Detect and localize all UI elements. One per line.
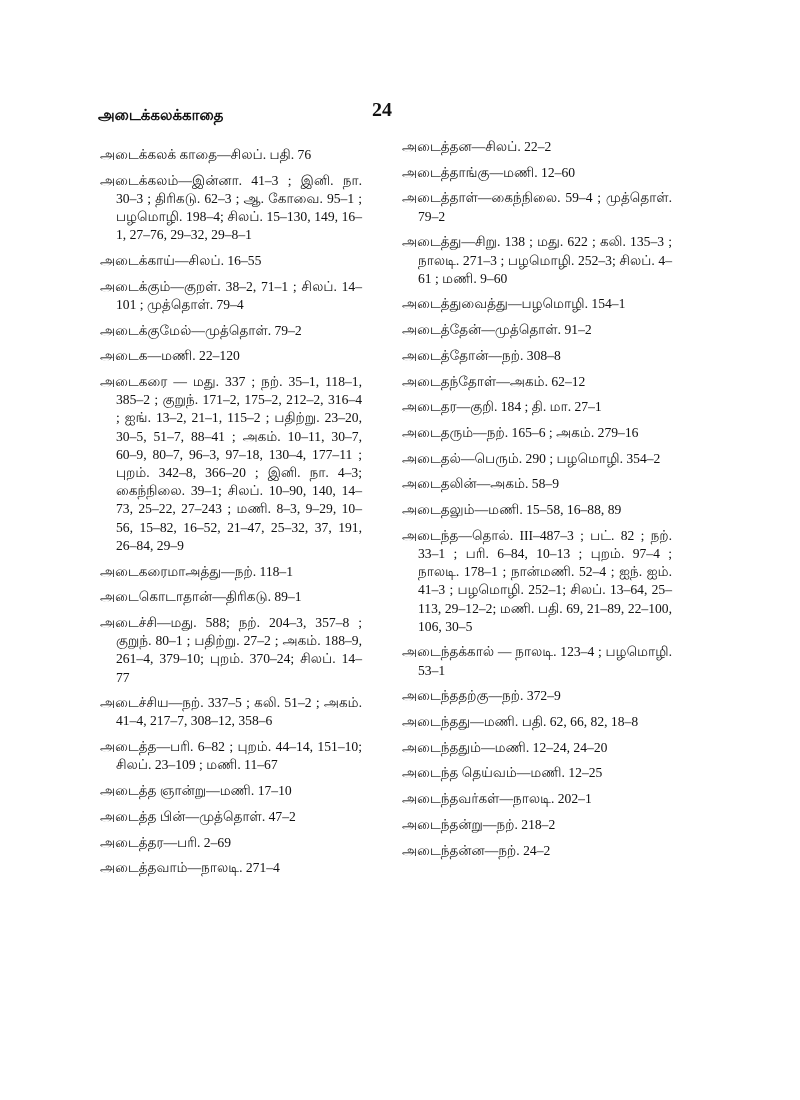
index-entry: அடைந்தன்ன—நற். 24–2 — [402, 842, 551, 858]
index-entry: அடைத்த ஞான்று—மணி. 17–10 — [100, 783, 292, 799]
index-entry: அடைகரைமாஅத்து—நற். 118–1 — [100, 563, 294, 579]
index-entry: அடைந்தன்று—நற். 218–2 — [402, 816, 556, 832]
right-column — [402, 138, 672, 867]
index-entry: அடைத்தேன்—முத்தொள். 91–2 — [402, 322, 592, 338]
running-head: அடைக்கலக்காதை — [98, 108, 224, 124]
index-entry: அடைந்தது—மணி. பதி. 62, 66, 82, 18–8 — [402, 714, 639, 730]
index-entry: அடைச்சி—மது. 588; நற். 204–3, 357–8 ; குறுந். 80–1 ; பதிற்று. 27–2 ; அகம். 188–9, 261–4, 379–10; புறம். 370–24; சிலப். 14–77 — [100, 614, 362, 685]
index-entry: அடைத்தர—பரி. 2–69 — [100, 834, 231, 850]
index-entry: அடைக்கலக் காதை—சிலப். பதி. 76 — [100, 147, 312, 162]
index-entry: அடைத்த—பரி. 6–82 ; புறம். 44–14, 151–10; சிலப். 23–109 ; மணி. 11–67 — [100, 739, 362, 773]
index-entry: அடைக்காய்—சிலப். 16–55 — [100, 253, 262, 269]
index-entry: அடைத்து—சிறு. 138 ; மது. 622 ; கலி. 135–3 ; நாலடி. 271–3 ; பழமொழி. 252–3; சிலப். 4–61 ; மணி. 9–60 — [402, 234, 672, 286]
index-entry: அடைத்தவாம்—நாலடி. 271–4 — [100, 860, 280, 876]
index-entry: அடைந்தக்கால் — நாலடி. 123–4 ; பழமொழி. 53–1 — [402, 644, 672, 678]
index-entry: அடைதந்தோள்—அகம். 62–12 — [402, 373, 586, 389]
index-entry: அடைதர—குறி. 184 ; தி. மா. 27–1 — [402, 399, 602, 415]
index-entry: அடைத்தோன்—நற். 308–8 — [402, 347, 561, 363]
index-entry: அடைந்ததற்கு—நற். 372–9 — [402, 688, 561, 704]
index-entry: அடைகொடாதான்—திரிகடு. 89–1 — [100, 589, 302, 605]
index-entry: அடைச்சிய—நற். 337–5 ; கலி. 51–2 ; அகம். 41–4, 217–7, 308–12, 358–6 — [100, 695, 362, 729]
index-entry: அடைதலும்—மணி. 15–58, 16–88, 89 — [402, 502, 622, 518]
index-entry: அடைந்தவர்கள்—நாலடி. 202–1 — [402, 791, 592, 807]
index-entry: அடைத்துவைத்து—பழமொழி. 154–1 — [402, 296, 626, 312]
index-entry: அடைக—மணி. 22–120 — [100, 348, 240, 364]
index-entry: அடைத்த பின்—முத்தொள். 47–2 — [100, 808, 296, 824]
index-entry: அடைந்ததும்—மணி. 12–24, 24–20 — [402, 739, 608, 755]
index-entry: அடைத்தாங்கு—மணி. 12–60 — [402, 164, 576, 180]
index-entry: அடைதல்—பெரும். 290 ; பழமொழி. 354–2 — [402, 450, 661, 466]
index-entry: அடைந்த தெய்வம்—மணி. 12–25 — [402, 765, 603, 781]
index-entry: அடைந்த—தொல். III–487–3 ; பட். 82 ; நற். 33–1 ; பரி. 6–84, 10–13 ; புறம். 97–4 ; நாலடி. 178–1 ; நான்மணி. 52–4 ; ஐந். ஐம். 41–3 ; பழமொழி. 252–1; சிலப். 13–64, 25–113, 29–12–2; மணி. பதி. 69, 21–89, 22–100, 106, 30–5 — [402, 527, 672, 634]
index-entry: அடைக்குமேல்—முத்தொள். 79–2 — [100, 322, 302, 338]
left-column — [100, 146, 362, 885]
index-entry: அடைத்தாள்—கைந்நிலை. 59–4 ; முத்தொள். 79–2 — [402, 190, 672, 224]
index-entry: அடைக்கலம்—இன்னா. 41–3 ; இனி. நா. 30–3 ; திரிகடு. 62–3 ; ஆ. கோவை. 95–1 ; பழமொழி. 198–4; சிலப். 15–130, 149, 16–1, 27–76, 29–32, 29–8–1 — [100, 172, 362, 243]
index-entry: அடைத்தன—சிலப். 22–2 — [402, 139, 552, 154]
page-number: 24 — [372, 99, 392, 121]
index-entry: அடைதரும்—நற். 165–6 ; அகம். 279–16 — [402, 424, 639, 440]
index-entry: அடைக்கும்—குறள். 38–2, 71–1 ; சிலப். 14–101 ; முத்தொள். 79–4 — [100, 278, 362, 312]
index-entry: அடைகரை — மது. 337 ; நற். 35–1, 118–1, 385–2 ; குறுந். 171–2, 175–2, 212–2, 316–4 ; ஐங். 13–2, 21–1, 115–2 ; பதிற்று. 23–20, 30–5, 51–7, 88–41 ; அகம். 10–11, 30–7, 60–9, 80–7, 96–3, 97–18, 130–4, 177–11 ; புறம். 342–8, 366–20 ; இனி. நா. 4–3; கைந்நிலை. 39–1; சிலப். 10–90, 140, 14–73, 25–22, 27–243 ; மணி. 8–3, 9–29, 10–56, 15–82, 16–52, 21–47, 25–32, 37, 191, 26–84, 29–9 — [100, 374, 362, 553]
index-entry: அடைதலின்—அகம். 58–9 — [402, 476, 559, 492]
